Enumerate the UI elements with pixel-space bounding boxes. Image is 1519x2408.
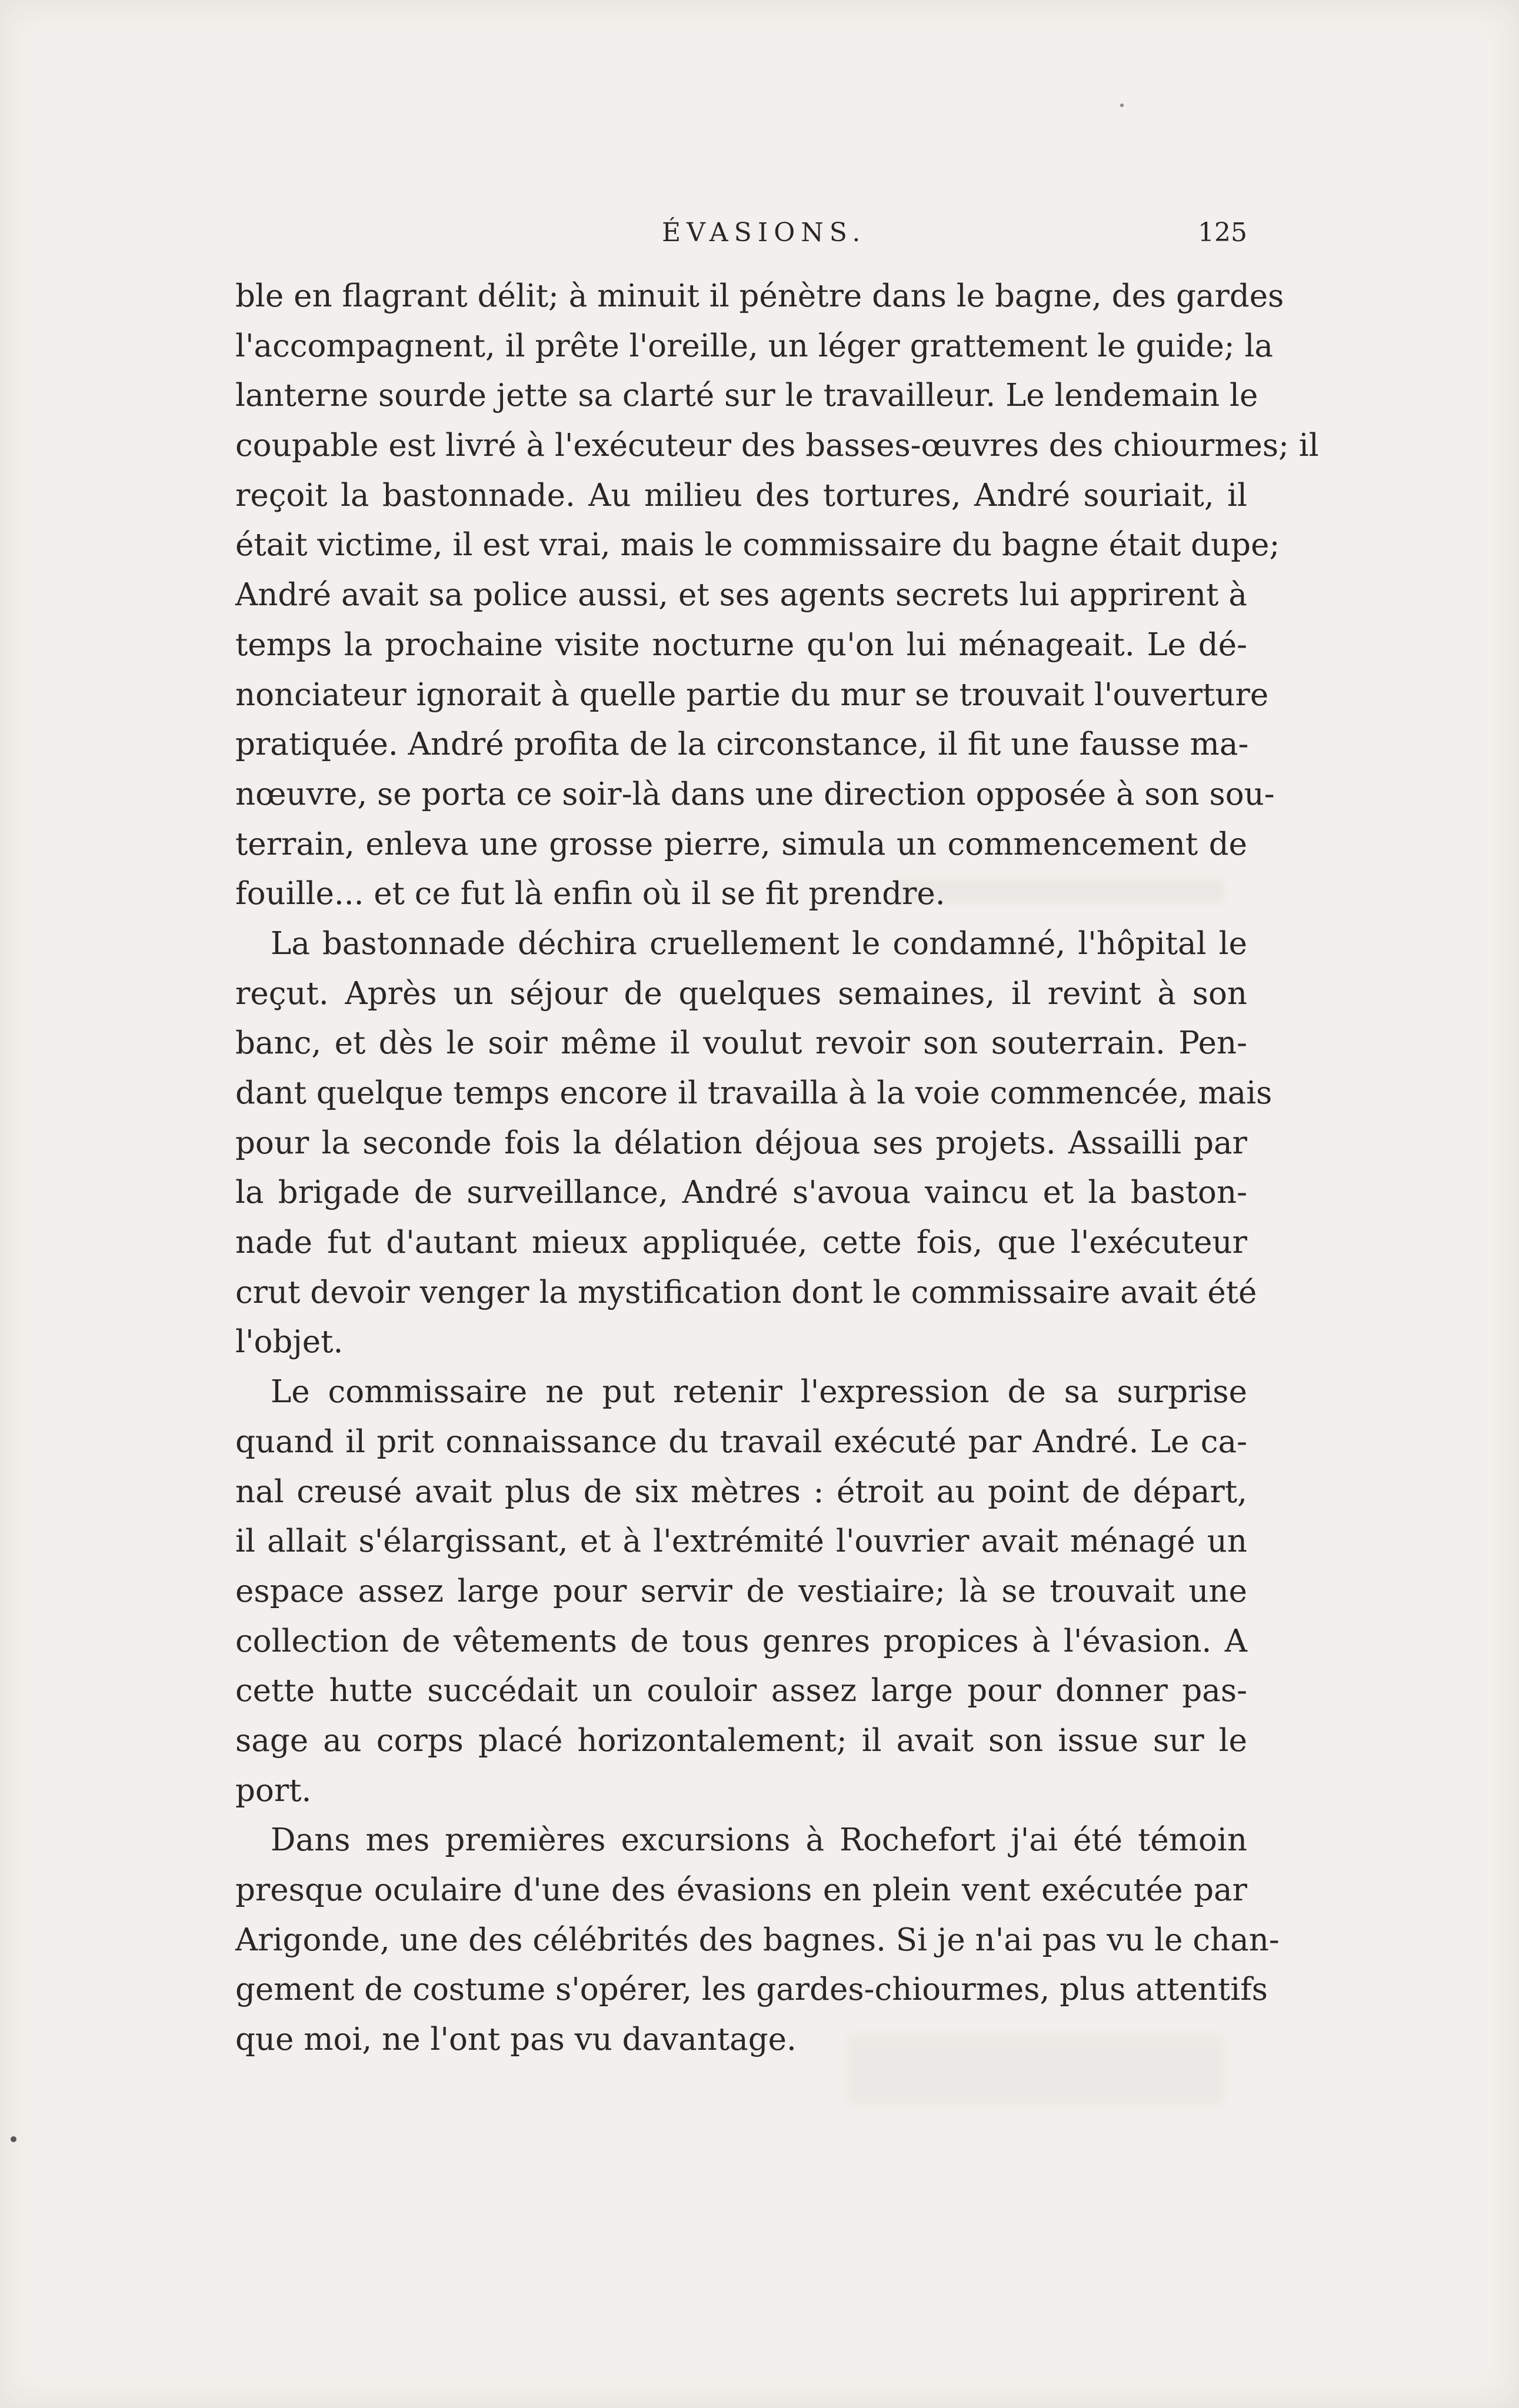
text-line: nade fut d'autant mieux appliquée, cette fois, que l'exécuteur [235, 1225, 1247, 1261]
text-line: Arigonde, une des célébrités des bagnes. Si je n'ai pas vu le chan- [235, 1922, 1280, 1958]
paragraph [235, 1816, 1280, 2065]
text-line: La bastonnade déchira cruellement le condamné, l'hôpital le [271, 925, 1247, 962]
text-line: la brigade de surveillance, André s'avoua vaincu et la baston- [235, 1175, 1247, 1211]
paragraph [235, 919, 1273, 1368]
paper-speck [1120, 104, 1124, 107]
text-line: Dans mes premières excursions à Rochefort j'ai été témoin [271, 1822, 1247, 1859]
text-line: gement de costume s'opérer, les gardes-chiourmes, plus attentifs [235, 1972, 1268, 2008]
text-line: collection de vêtements de tous genres propices à l'évasion. A [235, 1623, 1247, 1659]
running-head [235, 218, 1247, 265]
text-line: reçut. Après un séjour de quelques semaines, il revint à son [235, 975, 1247, 1012]
text-line: ble en flagrant délit; à minuit il pénètre dans le bagne, des gardes [235, 278, 1284, 314]
text-line: pour la seconde fois la délation déjoua ses projets. Assailli par [235, 1125, 1247, 1161]
text-line: terrain, enleva une grosse pierre, simula un commencement de [235, 826, 1247, 862]
paragraph [235, 272, 1319, 919]
text-line: l'objet. [235, 1324, 344, 1360]
text-line: nœuvre, se porta ce soir-là dans une direction opposée à son sou- [235, 776, 1275, 812]
text-line: port. [235, 1772, 312, 1809]
body-text [235, 272, 1319, 2065]
text-line: il allait s'élargissant, et à l'extrémité l'ouvrier avait ménagé un [235, 1523, 1247, 1560]
text-line: sage au corps placé horizontalement; il avait son issue sur le [235, 1722, 1247, 1759]
text-line: Le commissaire ne put retenir l'expression de sa surprise [271, 1374, 1247, 1410]
text-line: crut devoir venger la mystification dont le commissaire avait été [235, 1274, 1257, 1310]
text-line: l'accompagnent, il prête l'oreille, un léger grattement le guide; la [235, 328, 1274, 364]
paragraph [235, 1368, 1247, 1816]
text-line: cette hutte succédait un couloir assez large pour donner pas- [235, 1673, 1247, 1709]
paper-speck [11, 2136, 16, 2142]
text-line: fouille... et ce fut là enfin où il se fit prendre. [235, 876, 945, 912]
text-line: lanterne sourde jette sa clarté sur le travailleur. Le lendemain le [235, 378, 1258, 414]
text-line: temps la prochaine visite nocturne qu'on lui ménageait. Le dé- [235, 626, 1247, 663]
text-line: espace assez large pour servir de vestiaire; là se trouvait une [235, 1573, 1247, 1609]
text-line: banc, et dès le soir même il voulut revoir son souterrain. Pen- [235, 1025, 1247, 1062]
running-title: ÉVASIONS. [662, 218, 867, 248]
text-line: quand il prit connaissance du travail exécuté par André. Le ca- [235, 1423, 1247, 1460]
page-number: 125 [1198, 218, 1247, 248]
text-line: pratiquée. André profita de la circonstance, il fit une fausse ma- [235, 726, 1249, 763]
text-line: André avait sa police aussi, et ses agents secrets lui apprirent à [235, 577, 1247, 613]
text-line: reçoit la bastonnade. Au milieu des tortures, André souriait, il [235, 477, 1247, 513]
text-line: nonciateur ignorait à quelle partie du mur se trouvait l'ouverture [235, 676, 1269, 713]
text-line: nal creusé avait plus de six mètres : étroit au point de départ, [235, 1473, 1247, 1510]
text-line: dant quelque temps encore il travailla à la voie commencée, mais [235, 1075, 1273, 1111]
text-line: presque oculaire d'une des évasions en plein vent exécutée par [235, 1872, 1247, 1908]
text-line: coupable est livré à l'exécuteur des basses-œuvres des chiourmes; il [235, 428, 1319, 464]
text-line: que moi, ne l'ont pas vu davantage. [235, 2022, 797, 2058]
text-line: était victime, il est vrai, mais le commissaire du bagne était dupe; [235, 527, 1280, 563]
